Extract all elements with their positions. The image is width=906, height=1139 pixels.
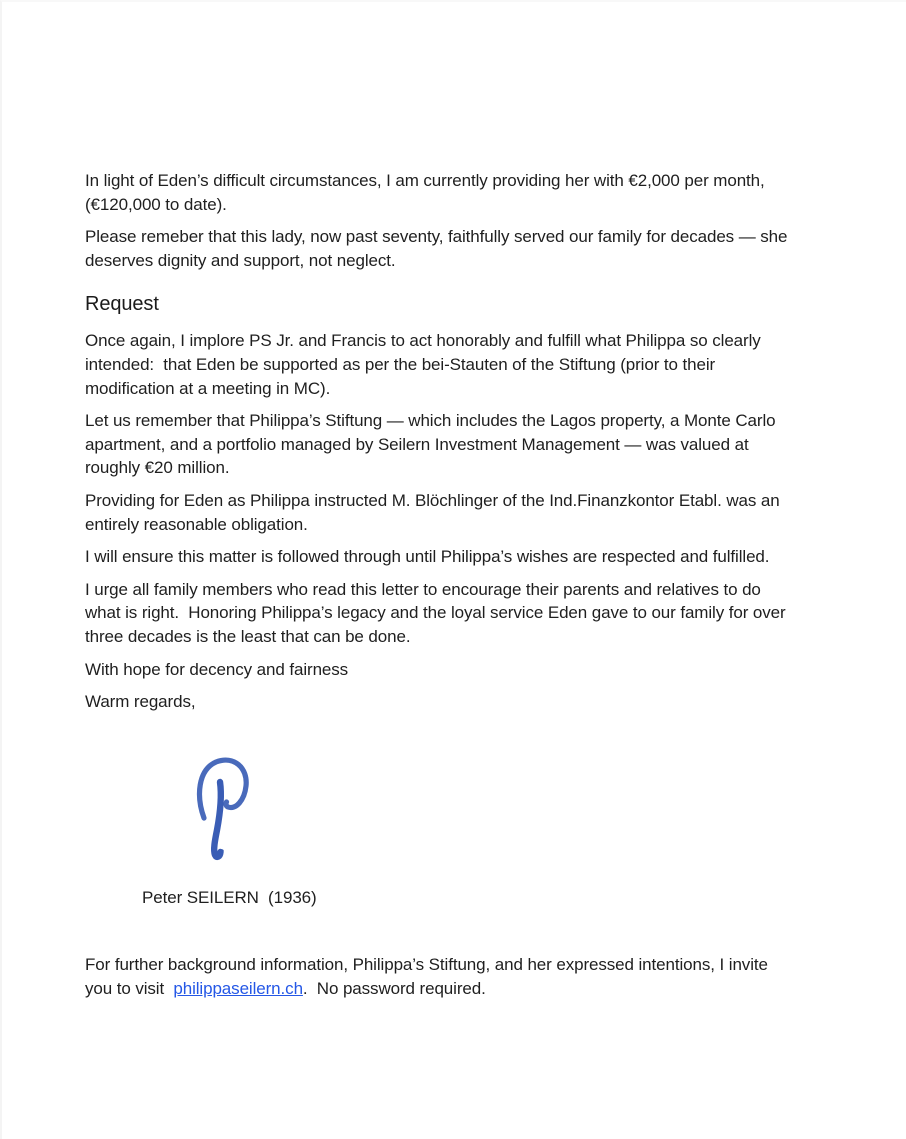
paragraph-urge-family: I urge all family members who read this letter to encourage their parents and relatives to do what is right. Honoring Philippa’s legacy and the loyal service Eden gave to our family for over three decades is the least that can be done. [85, 579, 791, 646]
paragraph-allowance: In light of Eden’s difficult circumstances, I am currently providing her with €2,000 per month, (€120,000 to date). [85, 171, 770, 214]
signatory-name-line: Peter SEILERN (1936) [142, 887, 317, 907]
handwritten-signature-icon [190, 756, 256, 864]
letter-body [85, 169, 795, 1000]
closing-hope-line: With hope for decency and fairness [85, 659, 349, 679]
philippaseilern-link[interactable]: philippaseilern.ch [173, 978, 303, 998]
footer-paragraph [85, 953, 795, 1000]
paragraph-loyal-service: Please remeber that this lady, now past seventy, faithfully served our family for decades — she deserves dignity and support, not neglect. [85, 227, 792, 270]
paragraph-implore: Once again, I implore PS Jr. and Francis to act honorably and fulfill what Philippa so clearly intended: that Eden be supported as per the bei-Stauten of the Stiftung (prior to their modification at a meeting in MC). [85, 331, 766, 398]
paragraph-ensure: I will ensure this matter is followed through until Philippa’s wishes are respected and fulfilled. [85, 547, 770, 567]
paragraph-obligation: Providing for Eden as Philippa instructed M. Blöchlinger of the Ind.Finanzkontor Etabl. was an entirely reasonable obligation. [85, 490, 785, 534]
closing-regards-line: Warm regards, [85, 692, 196, 712]
footer-text-before-link: For further background information, Philippa’s Stiftung, and her expressed intentions, I invite you to visit [85, 955, 773, 998]
request-heading: Request [85, 293, 159, 316]
footer-text-after-link: . No password required. [302, 978, 486, 998]
paragraph-stiftung-value: Let us remember that Philippa’s Stiftung — which includes the Lagos property, a Monte Carlo apartment, and a portfolio managed by Seilern Investment Management — was valued at roughly €20 million. [85, 411, 781, 478]
